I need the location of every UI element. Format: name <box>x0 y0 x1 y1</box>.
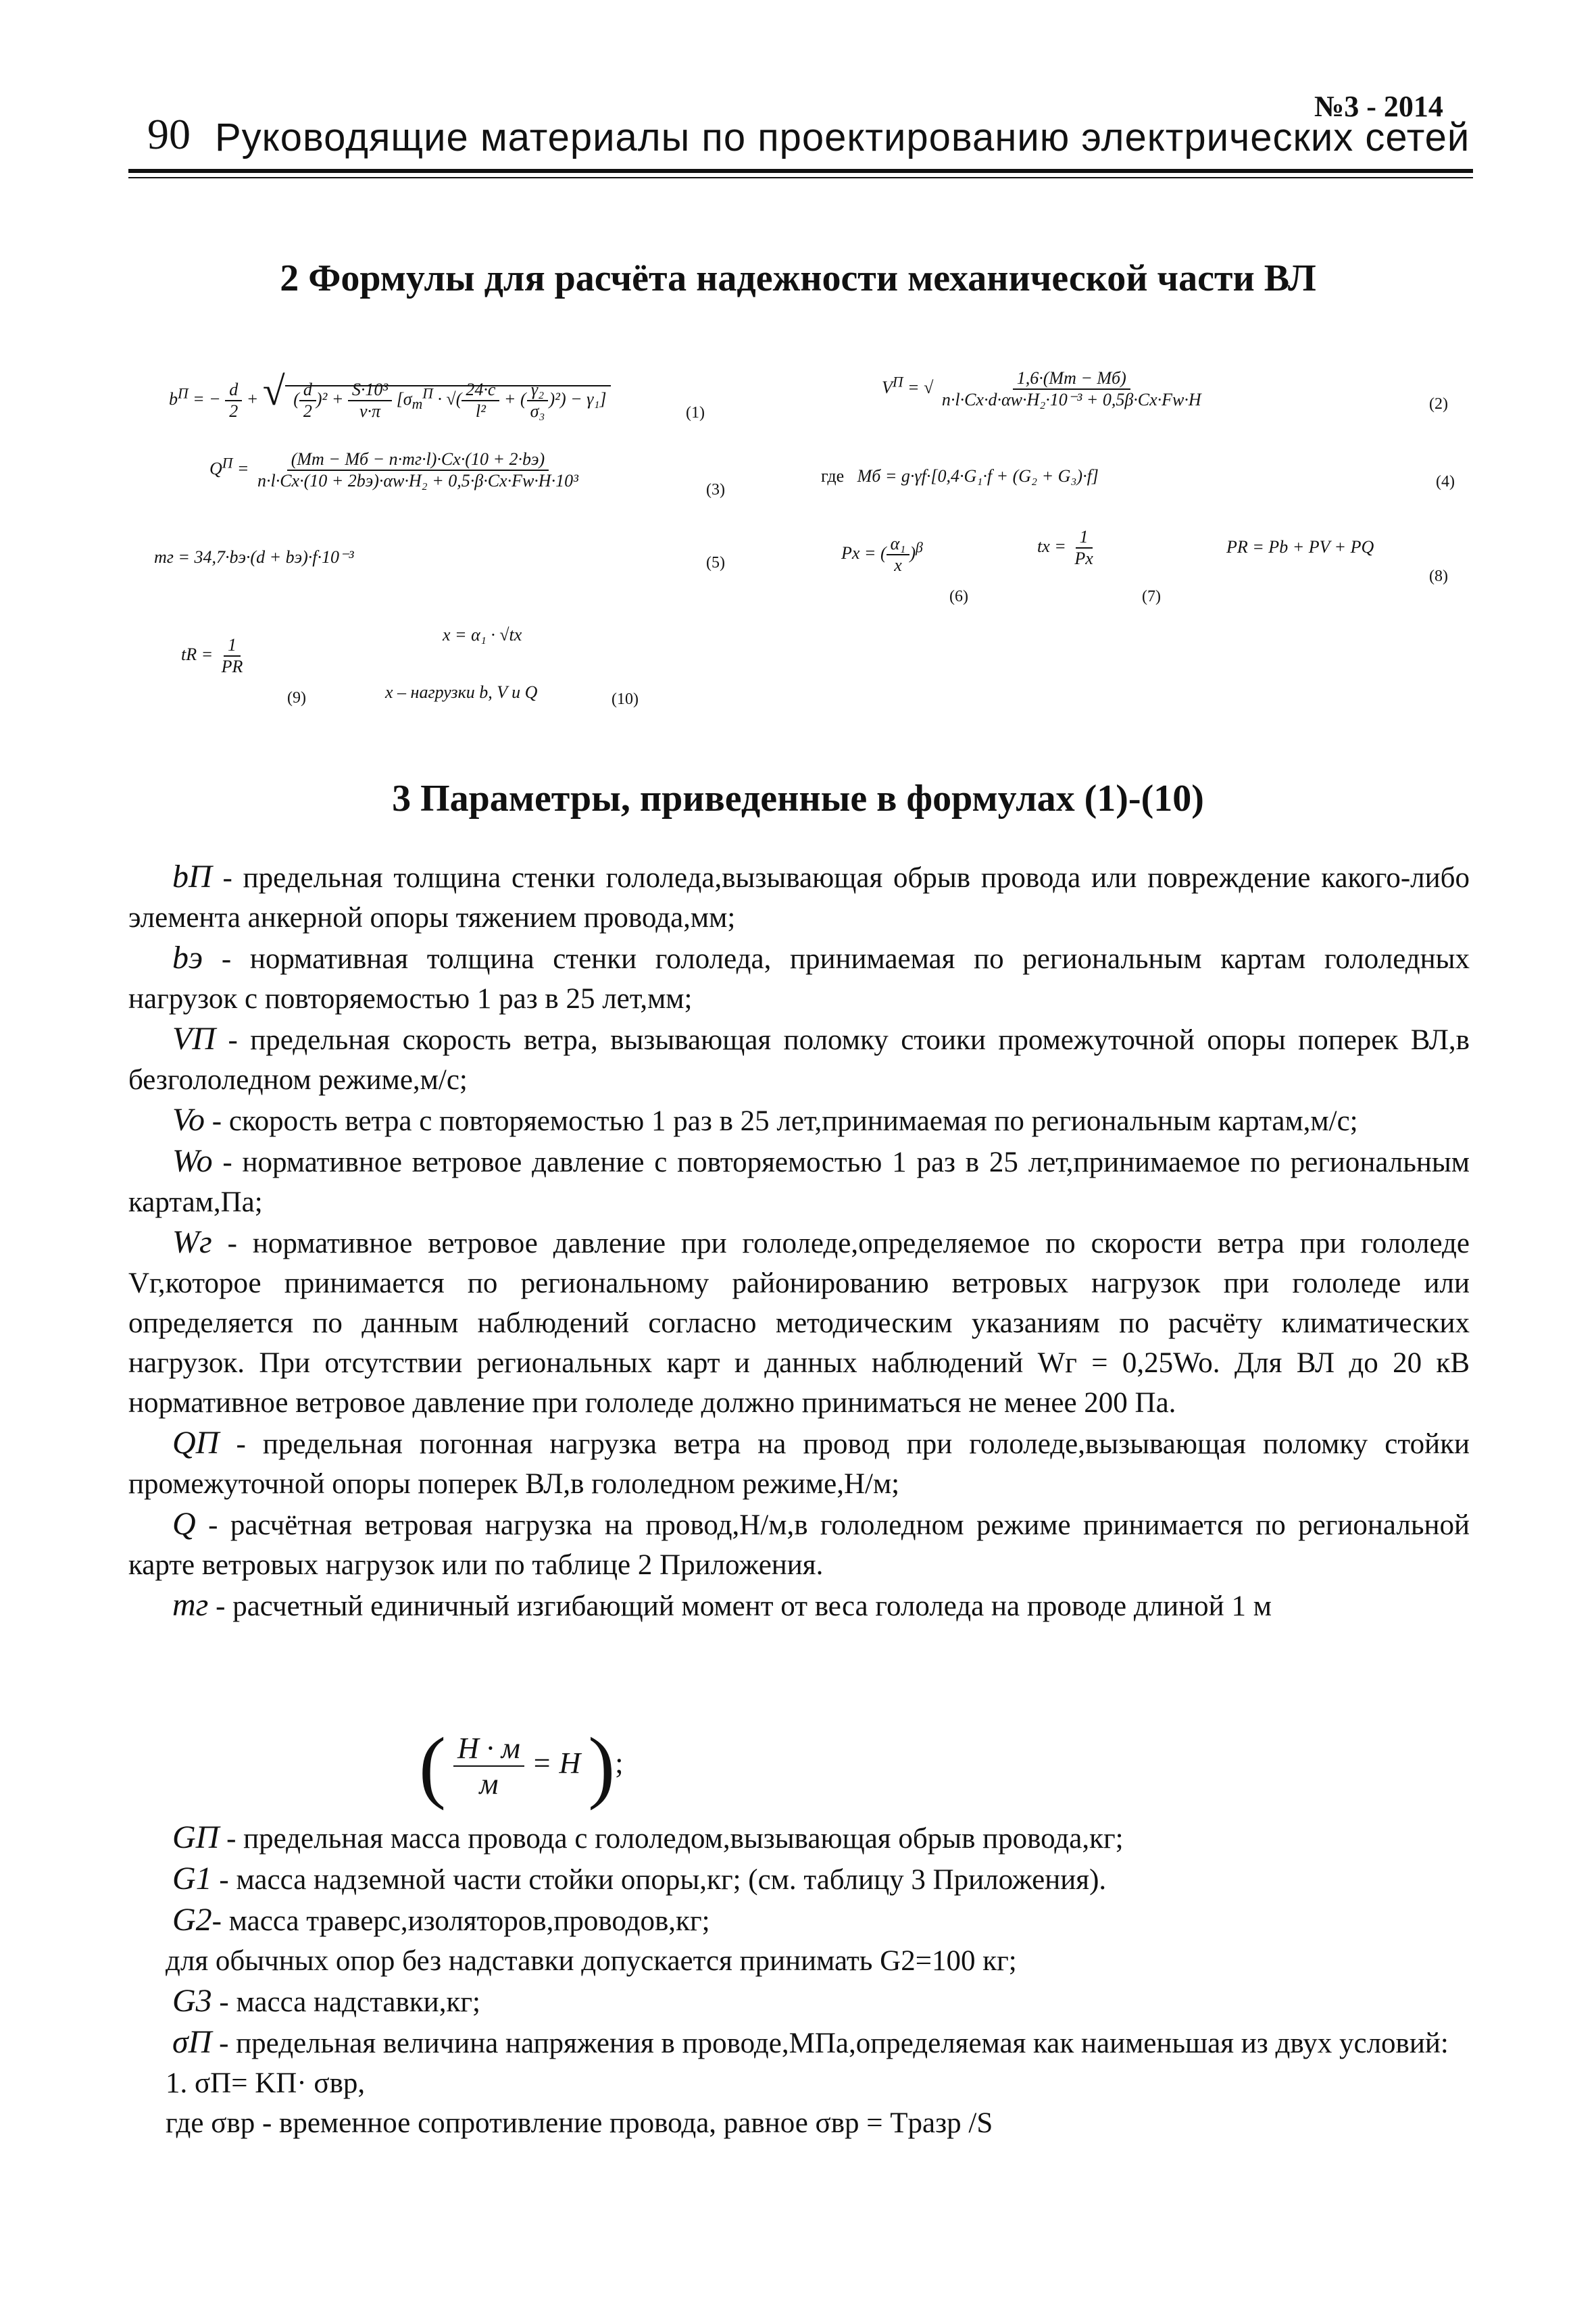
formula-1-number: (1) <box>686 404 705 422</box>
journal-title: Руководящие материалы по проектированию электрических сетей <box>215 116 1470 159</box>
definition-item: σП - предельная величина напряжения в проводе,МПа,определяемая как наименьшая из двух условий: <box>172 2024 1449 2060</box>
formula-10-number: (10) <box>612 690 639 708</box>
definitions-block-2 <box>128 1817 1470 2143</box>
formula-5: mг = 34,7·bэ·(d + bэ)·f·10⁻³ <box>154 547 354 567</box>
formula-10-note: x – нагрузки b, V и Q <box>385 682 538 702</box>
formula-1: $b^П$ = − $\frac{d}{2}$ + √ ( $\frac{d}{2}$ )² + $\frac{\text{S·10³}}{v\cdot\pi}$ [$\sigma_т^П$ · √( $\frac{24\cdot c}{\text{l²}}$ + ( $\frac{\text{γ₂}}{\text{σ₃}}$ )²) − γ₁] <box>169 368 611 422</box>
section-3-title: 3 Параметры, приведенные в формулах (1)-(10) <box>392 778 1204 820</box>
definition-item: Wг - нормативное ветровое давление при гололеде,определяемое по скорости ветра при гололеде Vг,которое принимается по региональному районированию ветровых нагрузок при гололеде или определяется по данным наблюдений согласно методическим указаниям по расчёту климатических нагрузок. При отсутствии региональных карт и данных наблюдений Wг = 0,25Wo. Для ВЛ до 20 кВ нормативное ветровое давление при гололеде должно приниматься не менее 200 Па. <box>128 1224 1470 1419</box>
definition-item: mг - расчетный единичный изгибающий момент от веса гололеда на проводе длиной 1 м <box>172 1587 1272 1623</box>
definition-item: G2- масса траверс,изоляторов,проводов,кг; <box>172 1902 710 1938</box>
section-2-title: 2 Формулы для расчёта надежности механической части ВЛ <box>280 257 1316 299</box>
header-rule-thin <box>128 177 1473 178</box>
header-rule <box>128 169 1473 173</box>
definition-item: Wo - нормативное ветровое давление с повторяемостью 1 раз в 25 лет,принимаемое по региональным картам,Па; <box>128 1143 1470 1218</box>
definition-item: VП - предельная скорость ветра, вызывающая поломку стоики промежуточной опоры поперек ВЛ,в безгололедном режиме,м/с; <box>128 1021 1470 1096</box>
definition-item: Vo - скорость ветра с повторяемостью 1 раз в 25 лет,принимаемая по региональным картам,м/с; <box>172 1102 1358 1138</box>
definition-item: GП - предельная масса провода с гололедом,вызывающая обрыв провода,кг; <box>172 1819 1124 1855</box>
formula-7-number: (7) <box>1142 588 1161 605</box>
formula-6-number: (6) <box>949 588 968 605</box>
formula-7: tx = $\frac{1}{Px}$ <box>1037 527 1093 568</box>
definition-item: bэ - нормативная толщина стенки гололеда, принимаемая по региональным картам гололедных нагрузок с повторяемостью 1 раз в 25 лет,мм; <box>128 940 1470 1015</box>
definition-item: G1 - масса надземной части стойки опоры,кг; (см. таблицу 3 Приложения). <box>172 1861 1107 1896</box>
formula-1-left: b <box>169 389 178 409</box>
definition-item: bП - предельная толщина стенки гололеда,вызывающая обрыв провода или повреждение какого-либо элемента анкерной опоры тяжением провода,мм; <box>128 859 1470 934</box>
unit-display-formula: ( $\frac{Н \cdot м}{м}$ = Н ); <box>419 1721 624 1811</box>
definition-item: Q - расчётная ветровая нагрузка на провод,Н/м,в гололедном режиме принимается по региональной карте ветровых нагрузок или по таблице 2 Приложения. <box>128 1506 1470 1581</box>
formula-9: tR = $\frac{1}{PR}$ <box>181 635 243 676</box>
formula-4: где Mб = g·γf·[0,4·G₁·f + (G₂ + G₃)·f] <box>821 466 1099 486</box>
definitions-block-1 <box>128 857 1470 1626</box>
condition-1: 1. σП= KП· σвр, <box>166 2067 366 2099</box>
definition-item: G3 - масса надставки,кг; <box>172 1983 480 2019</box>
formula-8-number: (8) <box>1429 568 1448 585</box>
formula-3: $Q^П$ = $\frac{(Mт - Mб - n\cdot mг\cdot l)\cdot Cx\cdot(10 + 2\cdot bэ)}{\text{n·l·Cx·(10 + 2bэ)·αw·H₂ + 0,5·β·Cx·Fw·H·10³}}$ <box>209 449 578 491</box>
definition-item: QП - предельная погонная нагрузка ветра на провод при гололеде,вызывающая поломку стойки промежуточной опоры поперек ВЛ,в гололедном режиме,Н/м; <box>128 1425 1470 1500</box>
issue-number: №3 - 2014 <box>1314 90 1443 123</box>
formula-3-number: (3) <box>706 481 725 499</box>
condition-1-where: где σвр - временное сопротивление провода, равное σвр = Tразр /S <box>166 2107 993 2139</box>
page-number: 90 <box>147 110 191 158</box>
formula-5-number: (5) <box>706 554 725 572</box>
g2-note: для обычных опор без надставки допускается принимать G2=100 кг; <box>166 1945 1017 1977</box>
formula-4-number: (4) <box>1436 473 1455 491</box>
formula-10: x = α₁ · √tx <box>443 625 522 645</box>
formula-9-number: (9) <box>287 689 306 707</box>
formula-8: PR = Pb + PV + PQ <box>1226 537 1374 557</box>
formula-6: Px = ( $\frac{\text{α₁}}{x}$ )$^\beta$ <box>841 534 923 575</box>
formula-2: $V^П$ = √ $\frac{1,6\cdot(Mт - Mб)}{\text{n·l·Cx·d·αw·H₂·10⁻³ + 0,5β·Cx·Fw·H}}$ <box>882 368 1201 409</box>
formula-2-number: (2) <box>1429 395 1448 413</box>
